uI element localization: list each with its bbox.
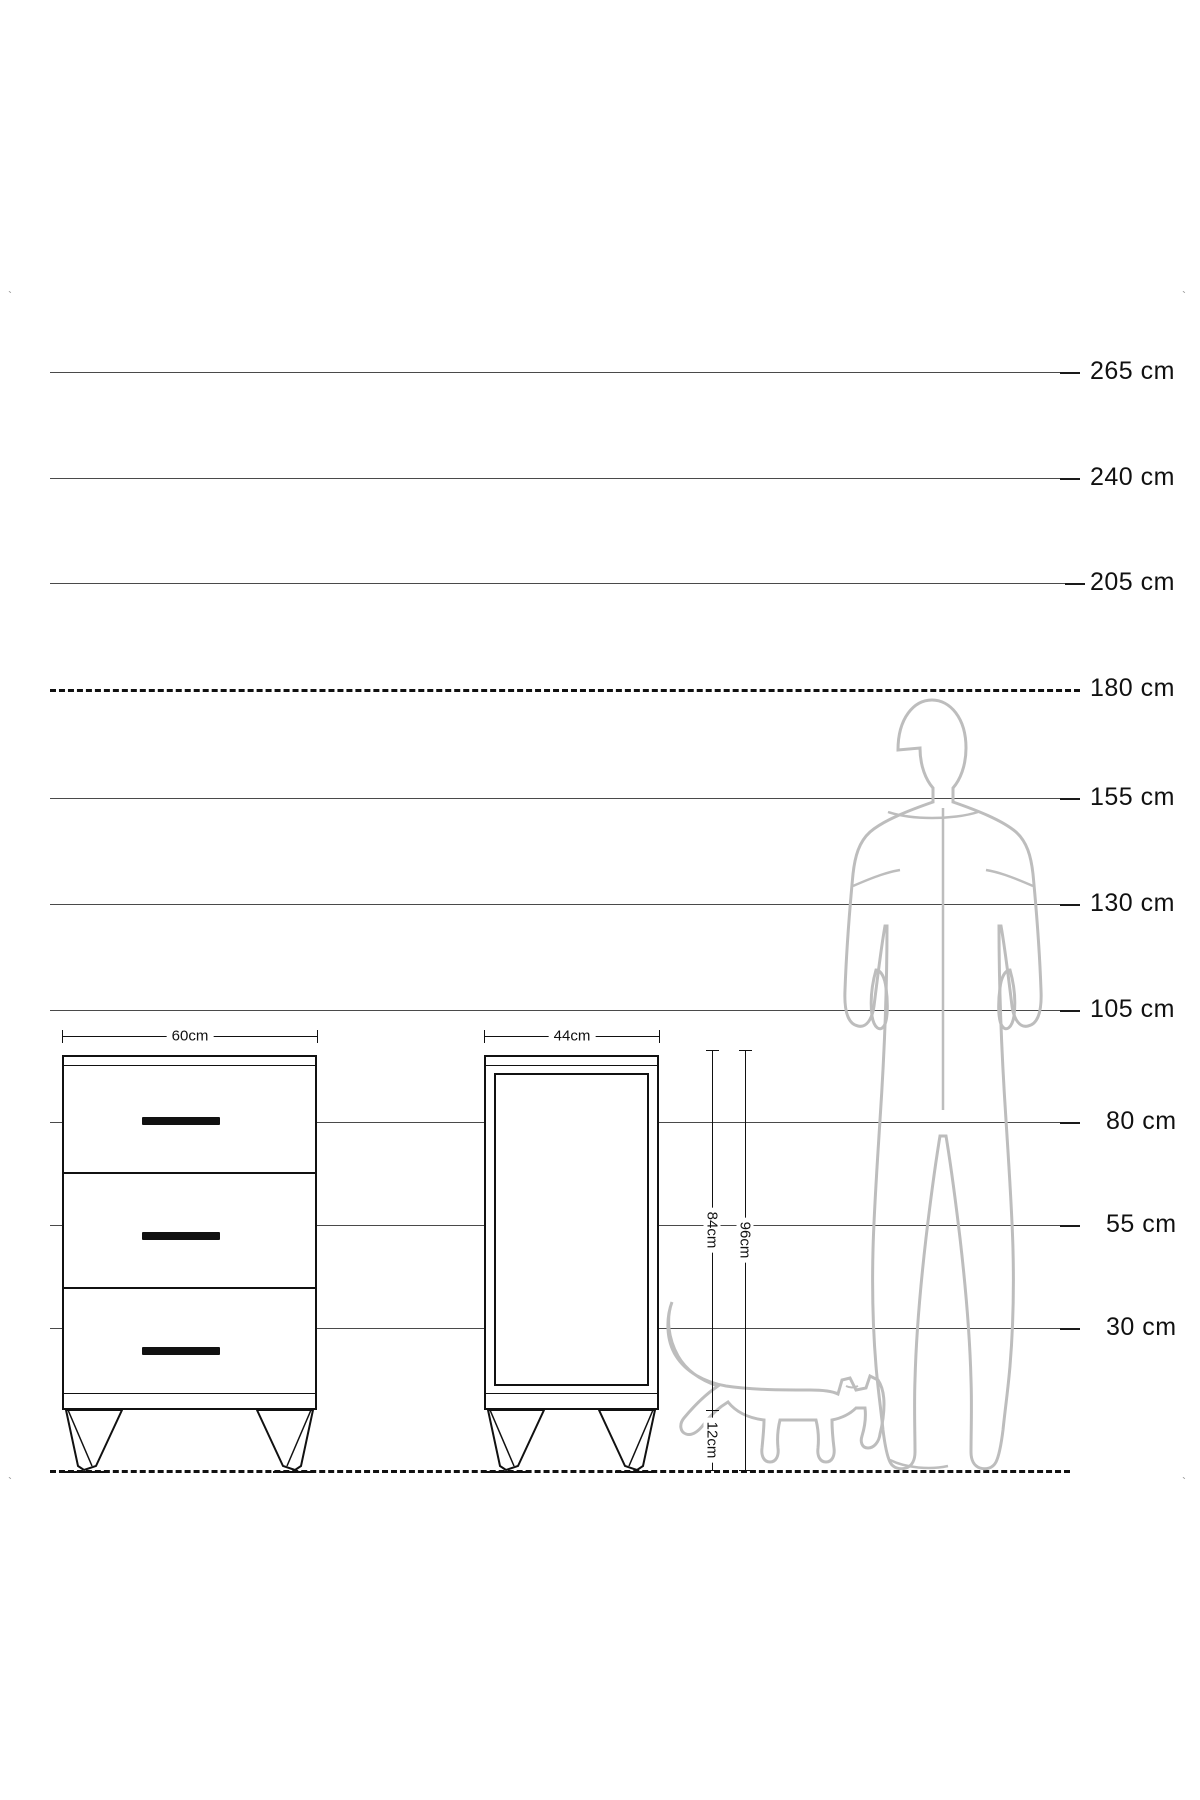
scale-label-240: 240 cm bbox=[1090, 463, 1175, 491]
dim-84-label: 84cm bbox=[704, 1208, 721, 1253]
scale-label-155: 155 cm bbox=[1090, 783, 1175, 811]
chest-handle-1 bbox=[142, 1117, 220, 1125]
chest-bottom-panel bbox=[64, 1393, 315, 1408]
cabinet-width-label: 44cm bbox=[549, 1028, 596, 1045]
scale-line-205 bbox=[50, 583, 1070, 584]
scale-label-80: 80 cm bbox=[1106, 1107, 1177, 1135]
scale-label-55: 55 cm bbox=[1106, 1210, 1177, 1238]
scale-line-265 bbox=[50, 372, 1060, 373]
scale-label-130: 130 cm bbox=[1090, 889, 1175, 917]
chest-leg-left bbox=[62, 1408, 132, 1474]
cabinet-top-panel bbox=[486, 1057, 657, 1066]
registration-tick-bottom-left: ` bbox=[8, 1475, 12, 1489]
chest-leg-right bbox=[247, 1408, 317, 1474]
chest-width-dim-cap-right bbox=[317, 1030, 318, 1043]
cabinet-door-panel bbox=[494, 1073, 649, 1386]
three-drawer-chest bbox=[62, 1055, 317, 1410]
cabinet-width-dim-cap-right bbox=[659, 1030, 660, 1043]
chest-handle-3 bbox=[142, 1347, 220, 1355]
dim-12-cap-top bbox=[706, 1410, 719, 1411]
dim-96-label: 96cm bbox=[737, 1218, 754, 1263]
scale-label-105: 105 cm bbox=[1090, 995, 1175, 1023]
chest-drawer-divider-1 bbox=[64, 1172, 315, 1174]
scale-tick-240 bbox=[1060, 478, 1080, 480]
cabinet-leg-left bbox=[484, 1408, 554, 1474]
dim-96-cap-top bbox=[739, 1050, 752, 1051]
scale-line-240 bbox=[50, 478, 1060, 479]
scale-label-30: 30 cm bbox=[1106, 1313, 1177, 1341]
chest-handle-2 bbox=[142, 1232, 220, 1240]
cat-silhouette bbox=[660, 1290, 920, 1475]
cabinet-width-dim-cap-left bbox=[484, 1030, 485, 1043]
registration-tick-top-right: ` bbox=[1182, 289, 1186, 303]
dim-12-label: 12cm bbox=[704, 1418, 721, 1463]
scale-tick-265 bbox=[1060, 372, 1080, 374]
scale-label-265: 265 cm bbox=[1090, 357, 1175, 385]
scale-label-205: 205 cm bbox=[1090, 568, 1175, 596]
registration-tick-top-left: ` bbox=[8, 289, 12, 303]
scale-tick-205 bbox=[1065, 583, 1085, 585]
cabinet-bottom-panel bbox=[486, 1393, 657, 1408]
chest-width-dim-cap-left bbox=[62, 1030, 63, 1043]
chest-drawer-divider-2 bbox=[64, 1287, 315, 1289]
dim-96-cap-bottom bbox=[739, 1470, 752, 1471]
chest-top-panel bbox=[64, 1057, 315, 1066]
cabinet-leg-right bbox=[589, 1408, 659, 1474]
dim-84-cap-top bbox=[706, 1050, 719, 1051]
scale-label-180: 180 cm bbox=[1090, 674, 1175, 702]
chest-width-label: 60cm bbox=[167, 1028, 214, 1045]
dim-12-cap-bottom bbox=[706, 1470, 719, 1471]
registration-tick-bottom-right: ` bbox=[1182, 1475, 1186, 1489]
single-door-cabinet bbox=[484, 1055, 659, 1410]
